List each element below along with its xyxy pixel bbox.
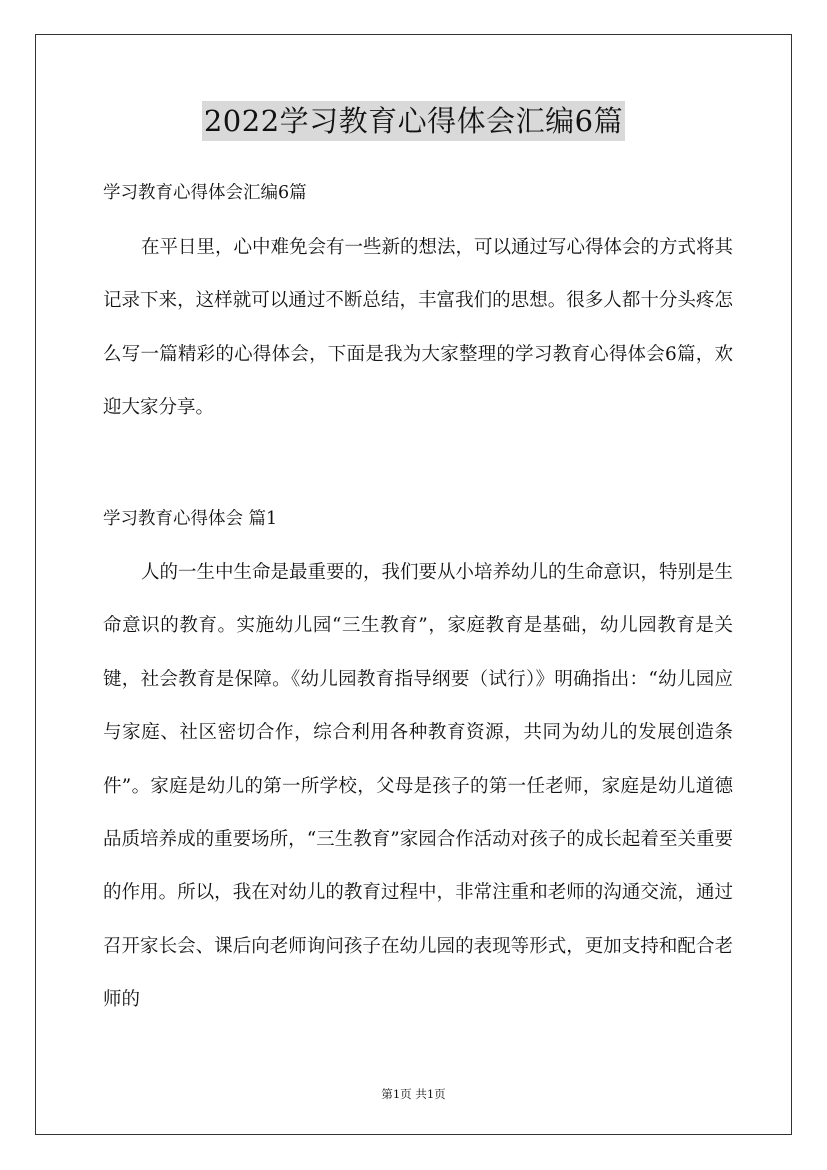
section-1-heading: 学习教育心得体会 篇1 (103, 509, 278, 529)
document-title: 2022学习教育心得体会汇编6篇 (202, 101, 625, 141)
document-subtitle: 学习教育心得体会汇编6篇 (103, 183, 307, 203)
title-container (0, 101, 827, 141)
page-footer: 第1页 共1页 (381, 1087, 446, 1101)
section-1-paragraph: 人的一生中生命是最重要的，我们要从小培养幼儿的生命意识，特别是生命意识的教育。实施幼儿园“三生教育”，家庭教育是基础，幼儿园教育是关键，社会教育是保障。《幼儿园教育指导纲要（试行）》明确指出：“幼儿园应与家庭、社区密切合作，综合利用各种教育资源，共同为幼儿的发展创造条件”。家庭是幼儿的第一所学校，父母是孩子的第一任老师，家庭是幼儿道德品质培养成的重要场所，“三生教育”家园合作活动对孩子的成长起着至关重要的作用。所以，我在对幼儿的教育过程中，非常注重和老师的沟通交流，通过召开家长会、课后向老师询问孩子在幼儿园的表现等形式，更加支持和配合老师的 (103, 562, 734, 1011)
intro-paragraph: 在平日里，心中难免会有一些新的想法，可以通过写心得体会的方式将其记录下来，这样就可以通过不断总结，丰富我们的思想。很多人都十分头疼怎么写一篇精彩的心得体会，下面是我为大家整理的学习教育心得体会6篇，欢迎大家分享。 (103, 237, 734, 419)
